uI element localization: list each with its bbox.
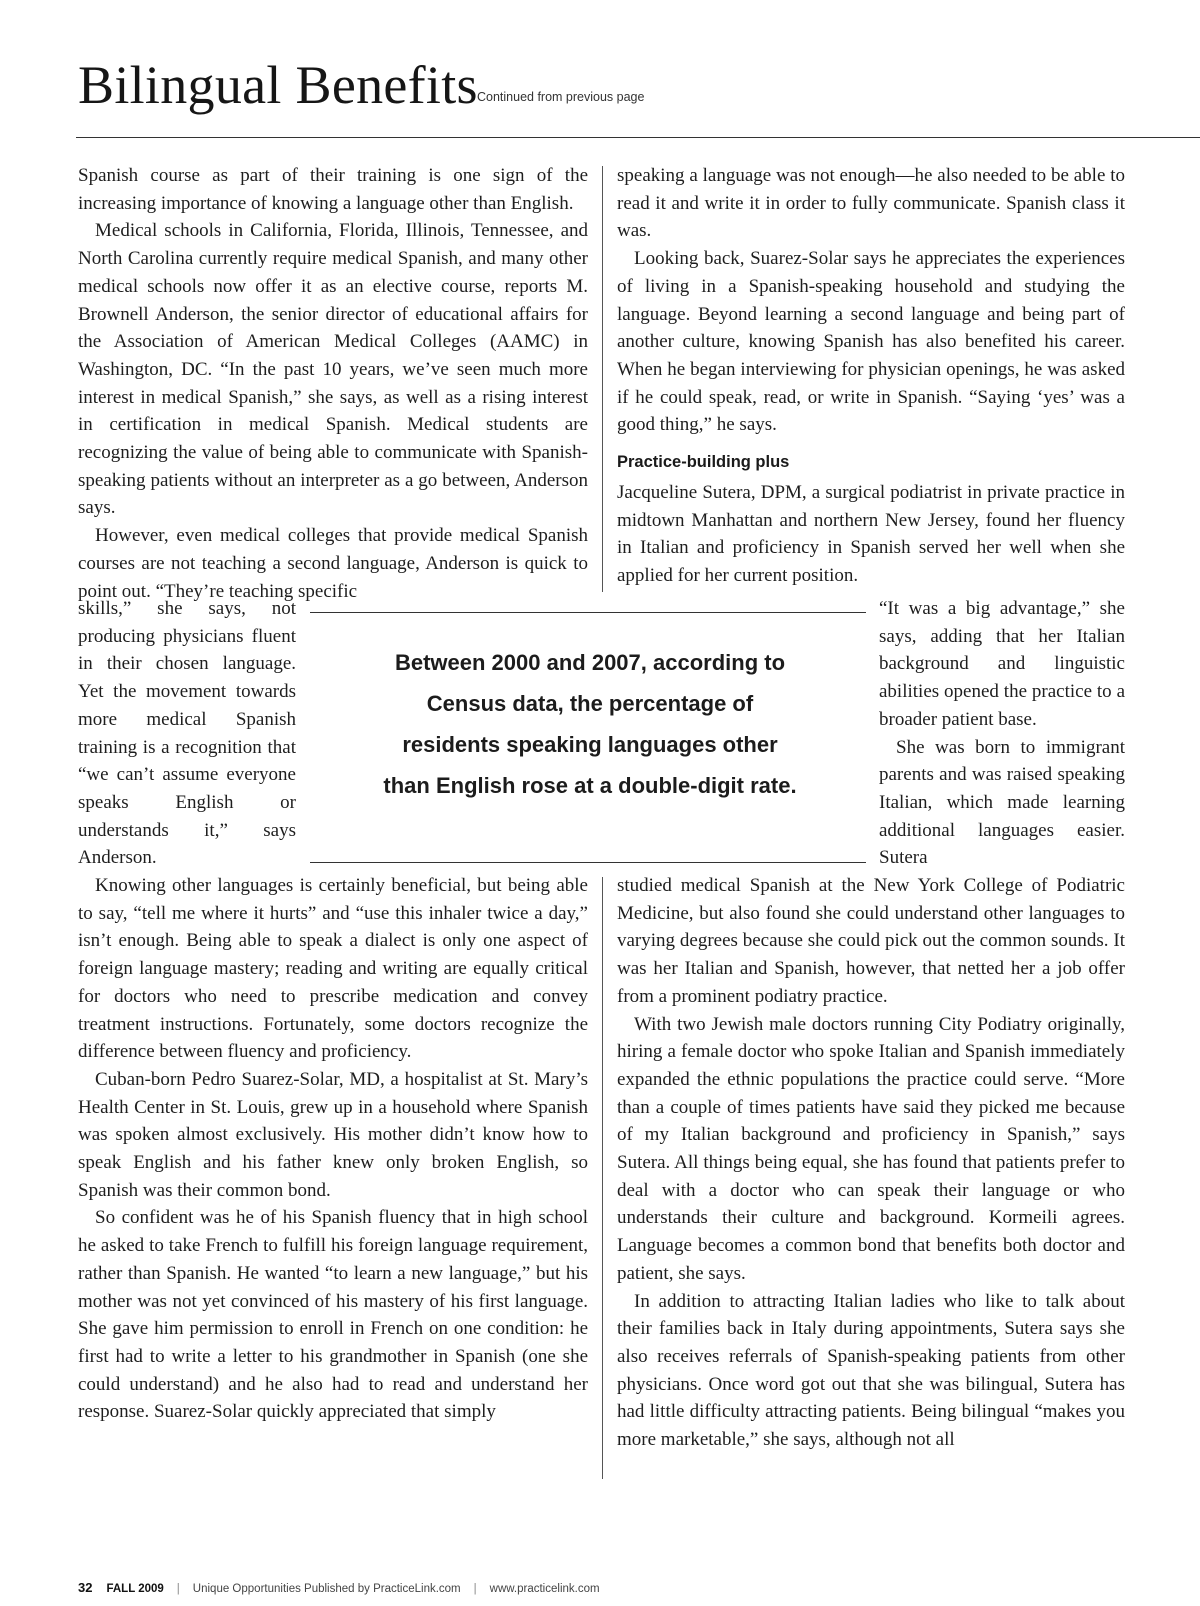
issue-season: FALL 2009 [106, 1583, 164, 1595]
left-column-top [78, 162, 588, 605]
paragraph: With two Jewish male doctors running City Podiatry originally, hiring a female doctor who spoke Italian and Spanish immediately expanded the ethnic populations the practice could serve. “More than a couple of times patients have said they picked me because of my Italian background and proficiency in Spanish,” says Sutera. All things being equal, she has found that patients prefer to deal with a doctor who can speak their language or who understands their culture and background. Kormeili agrees. Language becomes a common bond that benefits both doctor and patient, she says. [617, 1013, 1125, 1284]
paragraph: She was born to immigrant parents and was raised speaking Italian, which made learning additional languages easier. Sutera [879, 736, 1125, 869]
paragraph: In addition to attracting Italian ladies who like to talk about their families back in Italy during appointments, Sutera says she also receives referrals of Spanish-speaking patients from other physicians. Once word got out that she was bilingual, Sutera has had little difficulty attracting patients. Being bilingual “makes you more marketable,” she says, although not all [617, 1290, 1125, 1451]
header-rule [76, 137, 1200, 138]
paragraph: However, even medical colleges that provide medical Spanish courses are not teaching a second language, Anderson is quick to point out. “They’re teaching specific [78, 525, 588, 602]
paragraph: Medical schools in California, Florida, Illinois, Tennessee, and North Carolina currently require medical Spanish, and many other medical schools now offer it as an elective course, reports M. Brownell Anderson, the senior director of educational affairs for the Association of American Medical Colleges (AAMC) in Washington, DC. “In the past 10 years, we’ve seen much more interest in medical Spanish,” she says, as well as a rising interest in certification in medical Spanish. Medical students are recognizing the value of being able to communicate with Spanish-speaking patients without an interpreter as a go between, Anderson says. [78, 220, 588, 519]
paragraph: Spanish course as part of their training is one sign of the increasing importance of knowing a language other than English. [78, 165, 588, 214]
paragraph: Jacqueline Sutera, DPM, a surgical podiatrist in private practice in midtown Manhattan and northern New Jersey, found her fluency in Italian and proficiency in Spanish served her well when she applied for her current position. [617, 482, 1125, 587]
paragraph: skills,” she says, not producing physicians fluent in their chosen language. Yet the movement towards more medical Spanish training is a recognition that “we can’t assume everyone speaks English or understands it,” says Anderson. [78, 598, 296, 869]
paragraph: So confident was he of his Spanish fluency that in high school he asked to take French to fulfill his foreign language requirement, rather than Spanish. He wanted “to learn a new language,” but his mother was not yet convinced of his mastery of his first language. She gave him permission to enroll in French on one condition: he first had to write a letter to his grandmother in Spanish (one she could understand) and he also had to read and understand her response. Suarez-Solar quickly appreciated that simply [78, 1207, 588, 1423]
page-footer [78, 1580, 600, 1595]
right-column-top [617, 162, 1125, 590]
pull-quote-rule-top [310, 612, 866, 613]
publication-name: Unique Opportunities Published by PracticeLink.com [192, 1583, 461, 1595]
paragraph: Looking back, Suarez-Solar says he appreciates the experiences of living in a Spanish-speaking household and studying the language. Beyond learning a second language and being part of another culture, knowing Spanish has also benefited his career. When he began interviewing for physician openings, he was asked if he could speak, read, or write in Spanish. “Saying ‘yes’ was a good thing,” he says. [617, 248, 1125, 436]
footer-separator: | [473, 1583, 477, 1595]
paragraph: speaking a language was not enough—he also needed to be able to read it and write it in order to fully communicate. Spanish class it was. [617, 165, 1125, 242]
right-column-wrap [879, 595, 1125, 872]
website-url: www.practicelink.com [489, 1583, 600, 1595]
left-column-bottom [78, 872, 588, 1426]
pull-quote-rule-bottom [310, 862, 866, 863]
column-divider-lower [602, 877, 603, 1479]
pull-quote: Between 2000 and 2007, according to Census data, the percentage of residents speaking languages other than English rose at a double-digit rate. [383, 650, 797, 798]
continued-note: Continued from previous page [477, 90, 645, 104]
column-divider-upper [602, 166, 603, 592]
paragraph: Cuban-born Pedro Suarez-Solar, MD, a hospitalist at St. Mary’s Health Center in St. Louis, grew up in a household where Spanish was spoken almost exclusively. His mother didn’t know how to speak English and his father knew only broken English, so Spanish was their common bond. [78, 1068, 588, 1201]
page-number: 32 [78, 1580, 93, 1595]
paragraph: “It was a big advantage,” she says, adding that her Italian background and linguistic abilities opened the practice to a broader patient base. [879, 598, 1125, 730]
paragraph: Knowing other languages is certainly beneficial, but being able to say, “tell me where it hurts” and “use this inhaler twice a day,” isn’t enough. Being able to speak a dialect is only one aspect of foreign language mastery; reading and writing are equally critical for doctors who need to prescribe medication and convey treatment instructions. Fortunately, some doctors recognize the difference between fluency and proficiency. [78, 875, 588, 1063]
paragraph: studied medical Spanish at the New York College of Podiatric Medicine, but also found she could understand other languages to varying degrees because she could pick out the common sounds. It was her Italian and Spanish, however, that netted her a job offer from a prominent podiatry practice. [617, 875, 1125, 1007]
article-title: Bilingual Benefits [78, 55, 478, 115]
footer-separator: | [176, 1583, 180, 1595]
left-column-wrap [78, 595, 296, 872]
right-column-bottom [617, 872, 1125, 1454]
section-subhead: Practice-building plus [617, 453, 790, 472]
